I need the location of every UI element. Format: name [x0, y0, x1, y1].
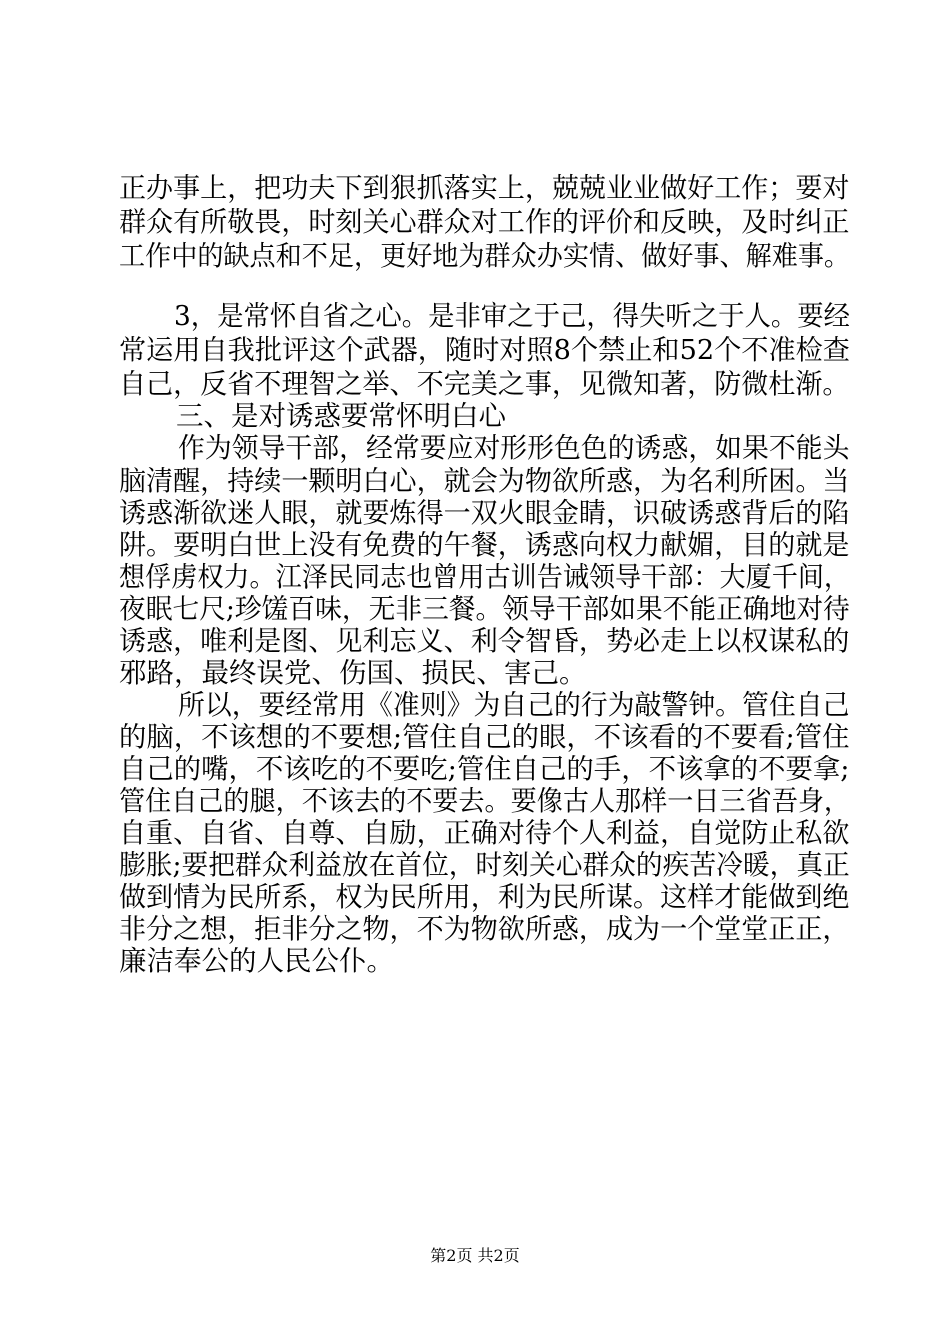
paragraph-line: 所以，要经常用《准则》为自己的行为敲警钟。管住自己 [178, 689, 850, 721]
paragraph-line: 自己的嘴，不该吃的不要吃;管住自己的手，不该拿的不要拿; [119, 753, 850, 785]
paragraph-line: 群众有所敬畏，时刻关心群众对工作的评价和反映，及时纠正 [119, 206, 850, 238]
paragraph-line: 诱惑渐欲迷人眼，就要炼得一双火眼金睛，识破诱惑背后的陷 [119, 497, 850, 529]
paragraph-line: 非分之想，拒非分之物，不为物欲所惑，成为一个堂堂正正， [119, 913, 850, 945]
page-number-footer: 第2页 共2页 [430, 1246, 520, 1265]
paragraph-line: 的脑，不该想的不要想;管住自己的眼，不该看的不要看;管住 [119, 721, 850, 753]
paragraph-line: 想俘虏权力。江泽民同志也曾用古训告诫领导干部：大厦千间， [119, 561, 851, 593]
paragraph-line: 正办事上，把功夫下到狠抓落实上，兢兢业业做好工作；要对 [119, 172, 850, 204]
paragraph-line: 膨胀;要把群众利益放在首位，时刻关心群众的疾苦冷暖，真正 [119, 849, 850, 881]
paragraph-line: 阱。要明白世上没有免费的午餐，诱惑向权力献媚，目的就是 [119, 529, 850, 561]
paragraph-line: 诱惑，唯利是图、见利忘义、利令智昏，势必走上以权谋私的 [119, 625, 850, 657]
paragraph-line: 做到情为民所系，权为民所用，利为民所谋。这样才能做到绝 [119, 881, 850, 913]
paragraph-line: 自重、自省、自尊、自励，正确对待个人利益，自觉防止私欲 [119, 817, 850, 849]
paragraph-line: 廉洁奉公的人民公仆。 [119, 945, 394, 977]
paragraph-line: 工作中的缺点和不足，更好地为群众办实情、做好事、解难事。 [119, 240, 851, 272]
paragraph-line: 脑清醒，持续一颗明白心，就会为物欲所惑，为名利所困。当 [119, 465, 850, 497]
paragraph-line: 自己，反省不理智之举、不完美之事，见微知著，防微杜渐。 [119, 368, 850, 400]
paragraph-line: 3，是常怀自省之心。是非审之于己，得失听之于人。要经 [174, 300, 851, 332]
paragraph-line: 常运用自我批评这个武器，随时对照8个禁止和52个不准检查 [119, 334, 850, 366]
paragraph-line: 管住自己的腿，不该去的不要去。要像古人那样一日三省吾身， [119, 785, 851, 817]
paragraph-line: 作为领导干部，经常要应对形形色色的诱惑，如果不能头 [178, 432, 850, 464]
section-heading: 三、是对诱惑要常怀明白心 [176, 400, 506, 432]
paragraph-line: 邪路，最终误党、伤国、损民、害己。 [119, 657, 587, 689]
paragraph-line: 夜眠七尺;珍馐百味，无非三餐。领导干部如果不能正确地对待 [119, 593, 850, 625]
